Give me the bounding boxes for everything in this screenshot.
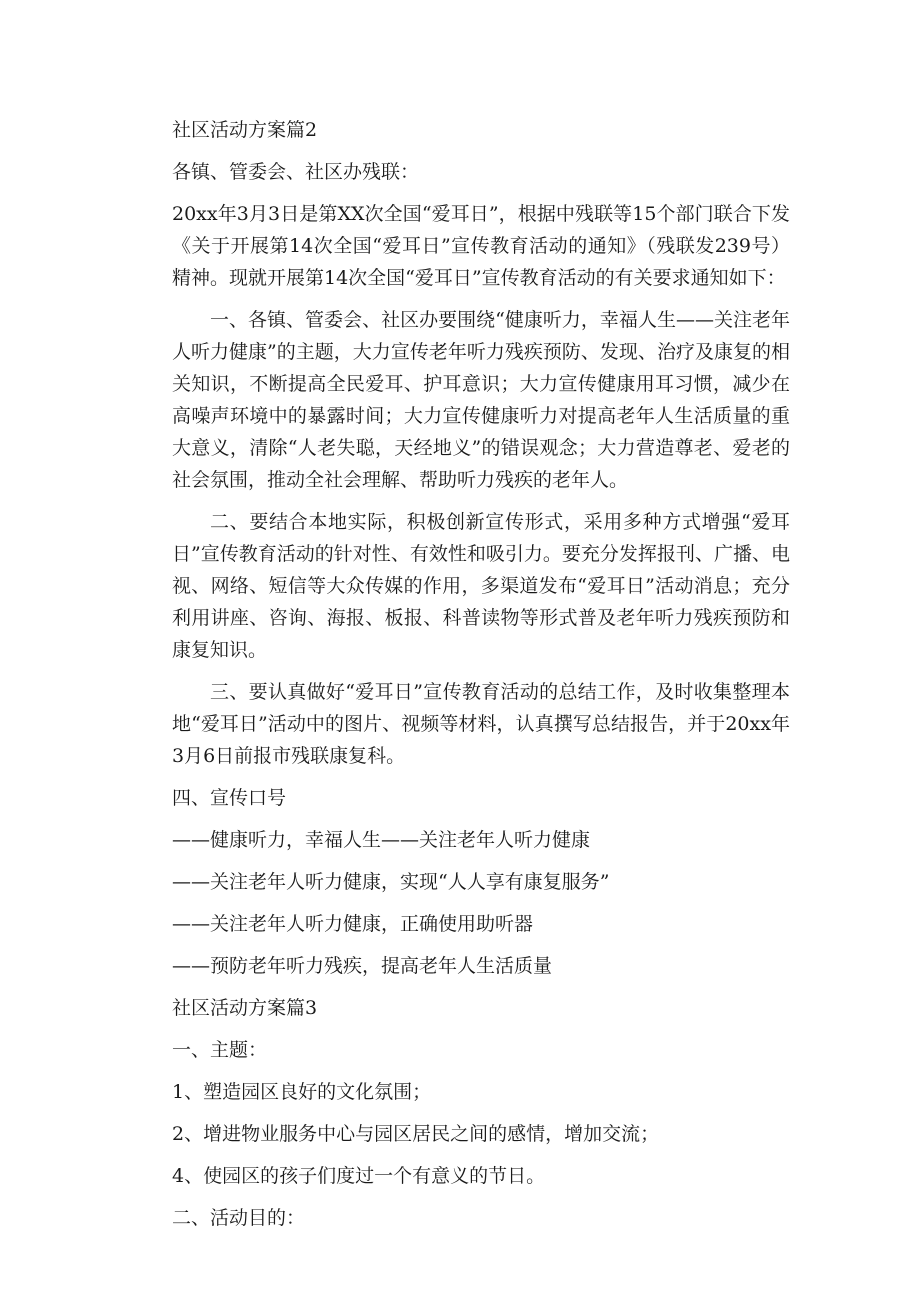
section-heading-3: 社区活动方案篇3 — [172, 997, 318, 1019]
salutation: 各镇、管委会、社区办残联： — [172, 161, 420, 183]
slogan-line: ——健康听力，幸福人生——关注老年人听力健康 — [172, 829, 591, 851]
section-heading-2: 社区活动方案篇2 — [172, 119, 318, 141]
intro-paragraph: 20xx年3月3日是第XX次全国“爱耳日”，根据中残联等15个部门联合下发《关于开展第14次全国“爱耳日”宣传教育活动的通知》（残联发239号）精神。现就开展第14次全国“爱耳日”宣传教育活动的有关要求通知如下： — [172, 203, 790, 289]
item-2-paragraph: 二、要结合本地实际，积极创新宣传形式，采用多种方式增强“爱耳日”宣传教育活动的针对性、有效性和吸引力。要充分发挥报刊、广播、电视、网络、短信等大众传媒的作用，多渠道发布“爱耳日”活动消息；充分利用讲座、咨询、海报、板报、科普读物等形式普及老年听力残疾预防和康复知识。 — [172, 511, 790, 661]
theme-list-item: 4、使园区的孩子们度过一个有意义的节日。 — [172, 1165, 546, 1187]
slogan-line: ——关注老年人听力健康，实现“人人享有康复服务” — [172, 871, 610, 893]
slogan-line: ——预防老年听力残疾，提高老年人生活质量 — [172, 955, 553, 977]
item-1-paragraph: 一、各镇、管委会、社区办要围绕“健康听力，幸福人生——关注老年人听力健康”的主题，大力宣传老年听力残疾预防、发现、治疗及康复的相关知识，不断提高全民爱耳、护耳意识；大力宣传健康用耳习惯，减少在高噪声环境中的暴露时间；大力宣传健康听力对提高老年人生活质量的重大意义，清除“人老失聪，天经地义”的错误观念；大力营造尊老、爱老的社会氛围，推动全社会理解、帮助听力残疾的老年人。 — [172, 309, 790, 491]
theme-list-item: 2、增进物业服务中心与园区居民之间的感情，增加交流； — [172, 1123, 660, 1145]
item-3-paragraph: 三、要认真做好“爱耳日”宣传教育活动的总结工作，及时收集整理本地“爱耳日”活动中的图片、视频等材料，认真撰写总结报告，并于20xx年3月6日前报市残联康复科。 — [172, 681, 790, 767]
item-4-heading: 四、宣传口号 — [172, 787, 287, 809]
theme-heading: 一、主题： — [172, 1039, 268, 1061]
theme-list-item: 1、塑造园区良好的文化氛围； — [172, 1081, 432, 1103]
slogan-line: ——关注老年人听力健康，正确使用助听器 — [172, 913, 534, 935]
purpose-heading: 二、活动目的： — [172, 1207, 306, 1229]
